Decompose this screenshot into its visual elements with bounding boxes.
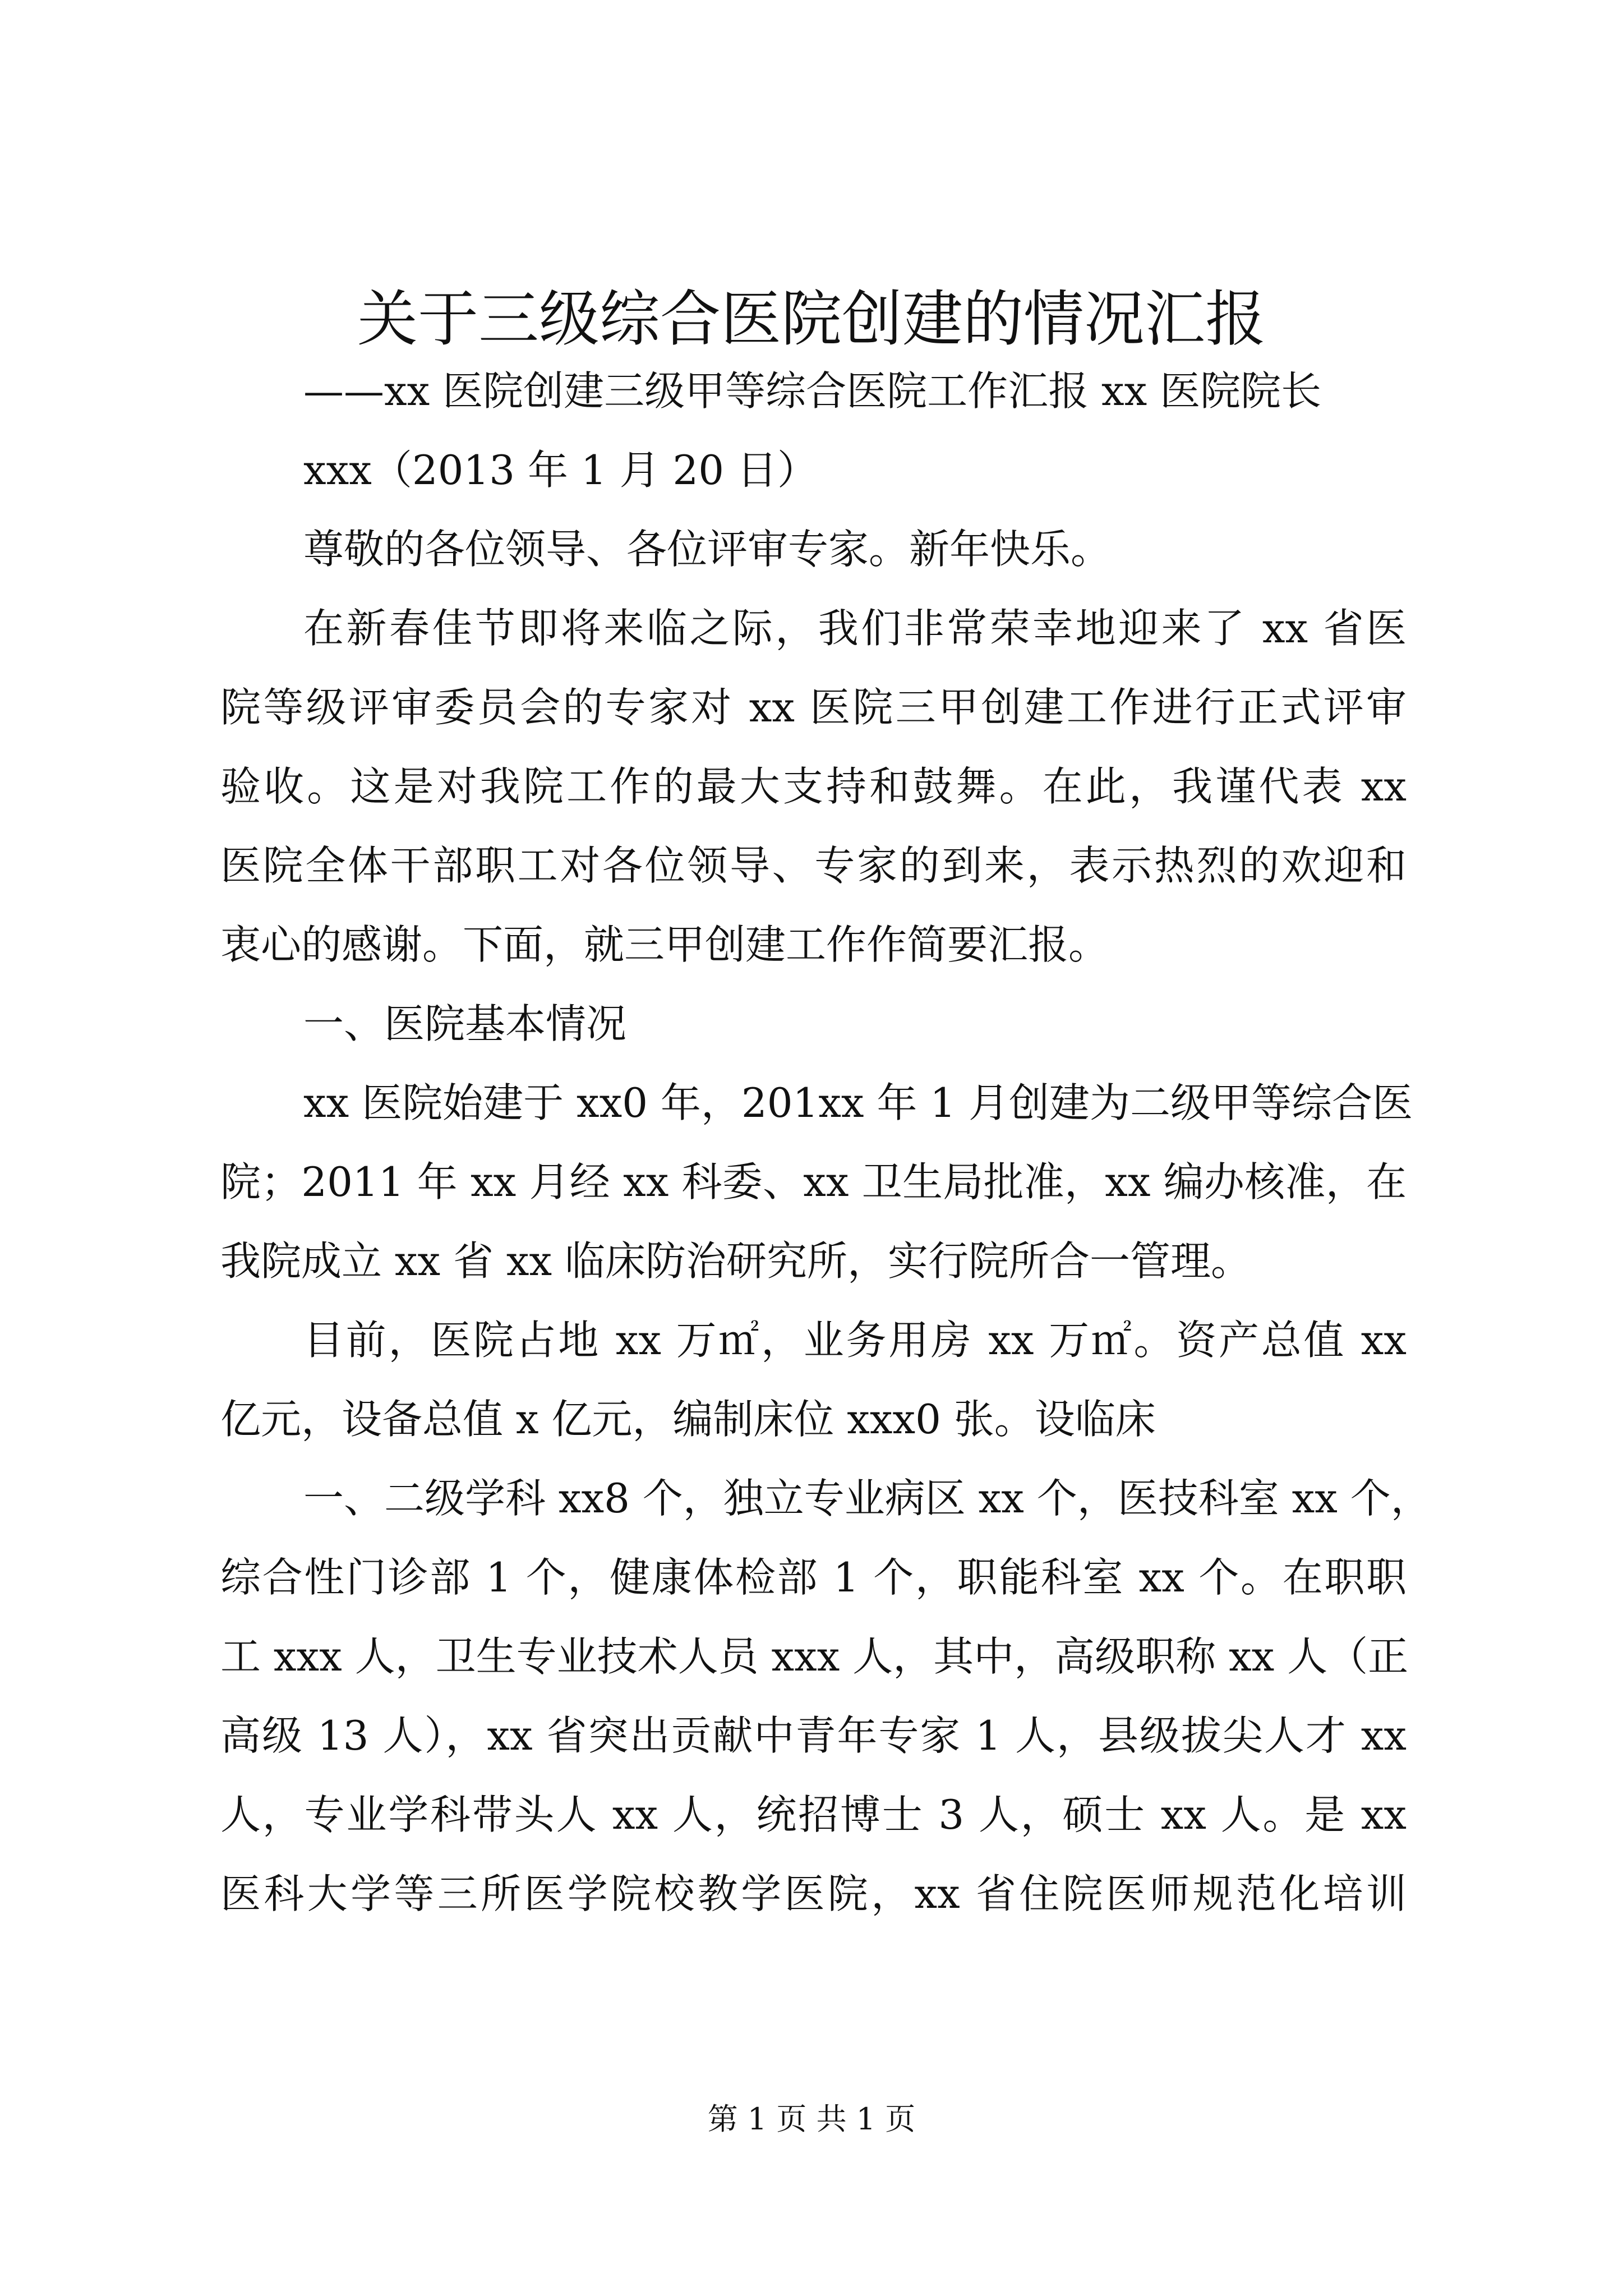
paragraph-line: 亿元，设备总值 x 亿元，编制床位 xxx0 张。设临床 [220, 1396, 1156, 1443]
paragraph-line: xx 医院始建于 xx0 年，201xx 年 1 月创建为二级甲等综合医 [303, 1079, 1413, 1126]
paragraph-line: 工 xxx 人，卫生专业技术人员 xxx 人，其中，高级职称 xx 人（正 [220, 1633, 1409, 1680]
paragraph-line: 高级 13 人），xx 省突出贡献中青年专家 1 人，县级拔尖人才 xx [220, 1712, 1407, 1759]
paragraph-line: 综合性门诊部 1 个，健康体检部 1 个，职能科室 xx 个。在职职 [220, 1554, 1407, 1601]
section-heading: 一、医院基本情况 [303, 1000, 627, 1047]
paragraph-line: 院等级评审委员会的专家对 xx 医院三甲创建工作进行正式评审 [220, 684, 1407, 731]
page-number-footer: 第 1 页 共 1 页 [707, 2101, 916, 2137]
document-title: 关于三级综合医院创建的情况汇报 [357, 284, 1266, 355]
paragraph-line: 目前，医院占地 xx 万㎡，业务用房 xx 万㎡。资产总值 xx [303, 1317, 1407, 1364]
paragraph-line: 人，专业学科带头人 xx 人，统招博士 3 人，硕士 xx 人。是 xx [220, 1791, 1407, 1838]
subtitle-date-line: xxx（2013 年 1 月 20 日） [303, 447, 818, 494]
paragraph-line: 医科大学等三所医学院校教学医院，xx 省住院医师规范化培训 [220, 1870, 1407, 1917]
paragraph-line: 一、二级学科 xx8 个，独立专业病区 xx 个，医技科室 xx 个， [303, 1475, 1431, 1522]
subtitle-line: ——xx 医院创建三级甲等综合医院工作汇报 xx 医院院长 [303, 367, 1322, 415]
paragraph-line: 验收。这是对我院工作的最大支持和鼓舞。在此，我谨代表 xx [220, 763, 1407, 810]
paragraph-line: 院；2011 年 xx 月经 xx 科委、xx 卫生局批准，xx 编办核准，在 [220, 1158, 1407, 1205]
paragraph-line: 医院全体干部职工对各位领导、专家的到来，表示热烈的欢迎和 [220, 842, 1407, 889]
paragraph-line: 在新春佳节即将来临之际，我们非常荣幸地迎来了 xx 省医 [303, 605, 1407, 652]
salutation-line: 尊敬的各位领导、各位评审专家。新年快乐。 [303, 526, 1112, 573]
paragraph-line: 我院成立 xx 省 xx 临床防治研究所，实行院所合一管理。 [220, 1237, 1251, 1285]
paragraph-line: 衷心的感谢。下面，就三甲创建工作作简要汇报。 [220, 921, 1109, 968]
